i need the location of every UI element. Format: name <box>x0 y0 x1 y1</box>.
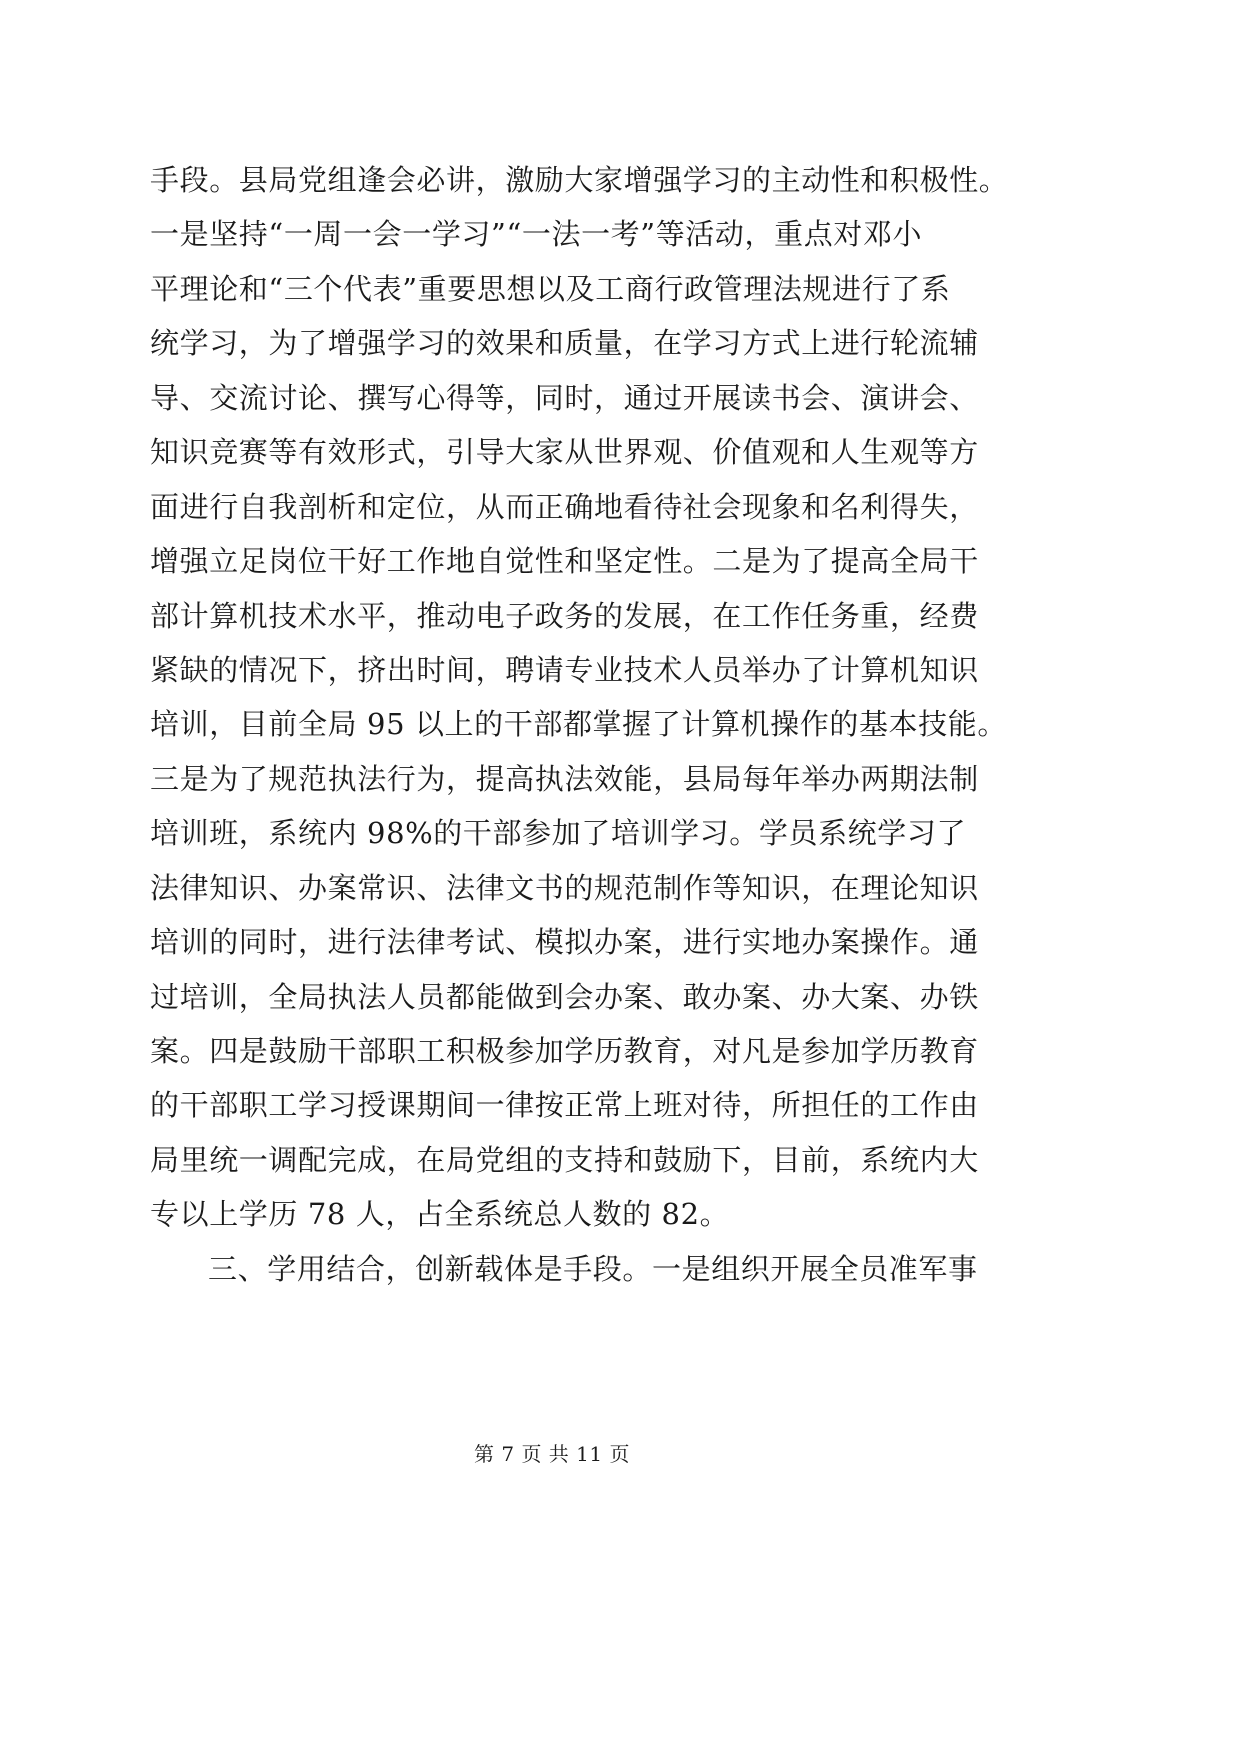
text-line: 案。四是鼓励干部职工积极参加学历教育，对凡是参加学历教育 <box>150 1034 979 1068</box>
text-line: 培训班，系统内 98%的干部参加了培训学习。学员系统学习了 <box>150 816 967 851</box>
text-line: 培训的同时，进行法律考试、模拟办案，进行实地办案操作。通 <box>150 925 979 960</box>
text-line: 部计算机技术水平，推动电子政务的发展，在工作任务重，经费 <box>150 598 979 633</box>
text-line: 统学习，为了增强学习的效果和质量，在学习方式上进行轮流辅 <box>150 326 979 361</box>
text-line: 法律知识、办案常识、法律文书的规范制作等知识，在理论知识 <box>150 870 979 905</box>
text-line: 过培训，全局执法人员都能做到会办案、敢办案、办大案、办铁 <box>150 979 979 1014</box>
text-line: 增强立足岗位干好工作地自觉性和坚定性。二是为了提高全局干 <box>150 544 979 579</box>
text-line: 紧缺的情况下，挤出时间，聘请专业技术人员举办了计算机知识 <box>150 652 979 687</box>
text-line: 专以上学历 78 人，占全系统总人数的 82。 <box>150 1197 730 1232</box>
text-line: 导、交流讨论、撰写心得等，同时，通过开展读书会、演讲会、 <box>150 380 979 415</box>
text-line: 的干部职工学习授课期间一律按正常上班对待，所担任的工作由 <box>150 1088 979 1123</box>
body-text <box>150 153 1009 1296</box>
text-line: 培训，目前全局 95 以上的干部都掌握了计算机操作的基本技能。 <box>150 707 1007 742</box>
text-line: 一是坚持“一周一会一学习”“一法一考”等活动，重点对邓小 <box>150 217 923 252</box>
section-heading-line: 三、学用结合，创新载体是手段。一是组织开展全员准军事 <box>208 1251 978 1286</box>
text-line: 知识竞赛等有效形式，引导大家从世界观、价值观和人生观等方 <box>150 435 979 470</box>
text-line: 局里统一调配完成，在局党组的支持和鼓励下，目前，系统内大 <box>150 1142 979 1177</box>
text-line: 手段。县局党组逢会必讲，激励大家增强学习的主动性和积极性。 <box>150 163 1009 197</box>
text-line: 三是为了规范执法行为，提高执法效能，县局每年举办两期法制 <box>150 761 979 796</box>
text-line: 平理论和“三个代表”重要思想以及工商行政管理法规进行了系 <box>150 271 951 306</box>
text-line: 面进行自我剖析和定位，从而正确地看待社会现象和名利得失， <box>150 489 979 524</box>
page-number-footer: 第 7 页 共 11 页 <box>474 1442 630 1466</box>
